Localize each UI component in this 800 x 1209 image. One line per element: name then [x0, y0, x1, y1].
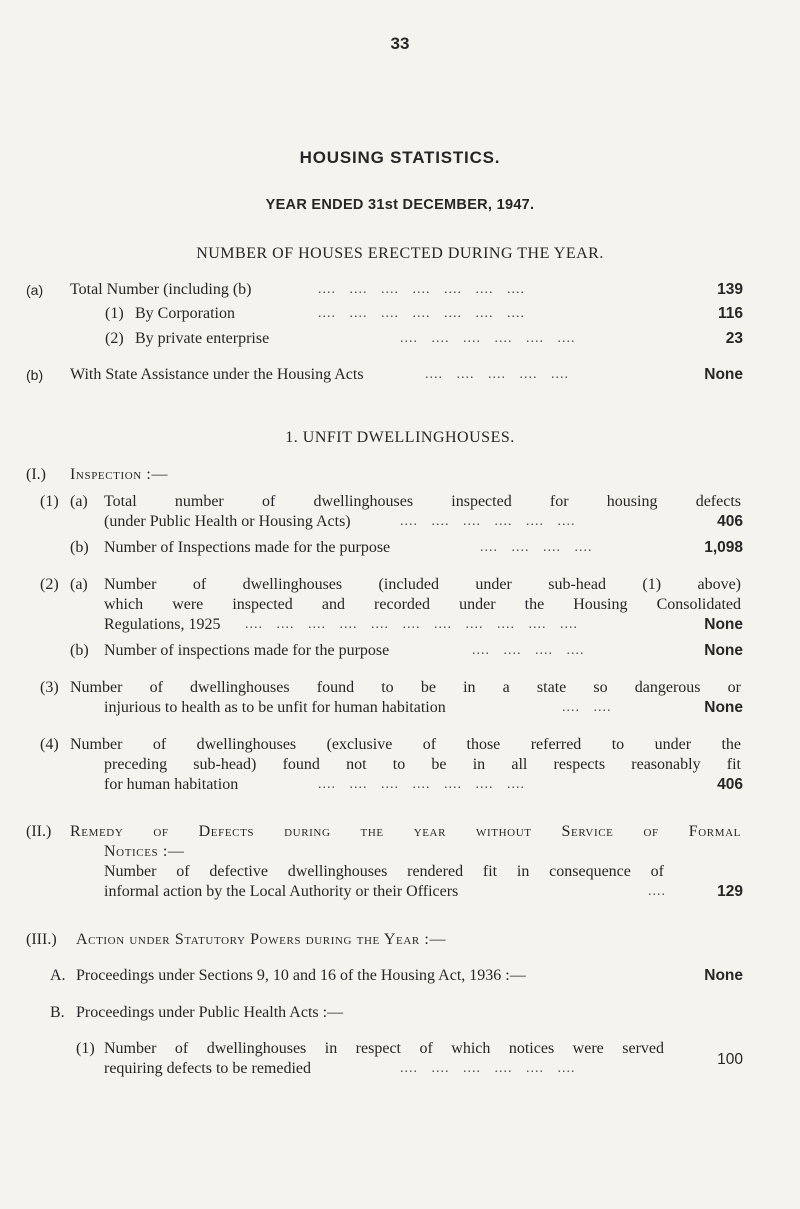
- item-label: (1): [40, 493, 59, 510]
- item-text: Regulations, 1925: [104, 616, 221, 633]
- item-value: 139: [717, 281, 743, 298]
- item-text: (under Public Health or Housing Acts): [104, 513, 351, 530]
- item-label: B.: [50, 1004, 65, 1021]
- item-label: (a): [26, 282, 44, 298]
- item-text: informal action by the Local Authority or their Officers: [104, 883, 459, 900]
- leader-dots: .... .... .... .... .... ....: [400, 1061, 576, 1076]
- leader-dots: .... .... .... ....: [480, 540, 593, 555]
- item-value: None: [704, 616, 743, 633]
- leader-dots: .... .... .... .... .... .... ....: [318, 777, 525, 792]
- item-value: 100: [717, 1051, 743, 1068]
- item-text: With State Assistance under the Housing Acts: [70, 366, 364, 383]
- section-title: Remedy of Defects during the year without Service of Formal: [70, 823, 741, 840]
- item-label: (4): [40, 736, 59, 753]
- item-label: (3): [40, 679, 59, 696]
- item-text: Proceedings under Public Health Acts :—: [76, 1004, 344, 1021]
- section-title: Inspection :—: [70, 466, 169, 483]
- item-text: Number of dwellinghouses in respect of which notices were served: [104, 1040, 664, 1057]
- leader-dots: .... .... .... .... .... ....: [400, 514, 576, 529]
- page-title: HOUSING STATISTICS.: [299, 148, 501, 167]
- section-label: (I.): [26, 466, 46, 483]
- section-title: Notices :—: [104, 843, 185, 860]
- item-value: 116: [717, 305, 743, 322]
- item-text: Number of dwellinghouses (exclusive of those referred to under the: [70, 736, 741, 753]
- item-text: Number of dwellinghouses found to be in a state so dangerous or: [70, 679, 741, 696]
- erected-heading: NUMBER OF HOUSES ERECTED DURING THE YEAR.: [196, 245, 604, 262]
- item-text: Total number of dwellinghouses inspected for housing defects: [104, 493, 741, 510]
- page-number: 33: [390, 34, 410, 53]
- item-text: By private enterprise: [135, 330, 270, 347]
- section-label: (II.): [26, 823, 52, 840]
- item-value: 406: [717, 776, 743, 793]
- item-value: 406: [717, 513, 743, 530]
- leader-dots: .... .... .... .... ....: [425, 367, 569, 382]
- item-text: Proceedings under Sections 9, 10 and 16 of the Housing Act, 1936 :—: [76, 967, 526, 984]
- section-label: (III.): [26, 931, 57, 948]
- leader-dots: .... .... .... .... .... ....: [400, 331, 576, 346]
- leader-dots: .... .... .... .... .... .... .... .... .... .... ....: [245, 617, 578, 632]
- item-sublabel: (b): [70, 642, 89, 659]
- item-sublabel: (a): [70, 576, 88, 593]
- item-text: By Corporation: [135, 305, 235, 322]
- item-text: for human habitation: [104, 776, 239, 793]
- section-title: Action under Statutory Powers during the Year :—: [76, 931, 447, 948]
- item-label: A.: [50, 967, 66, 984]
- item-value: 23: [725, 330, 743, 347]
- item-text: requiring defects to be remedied: [104, 1060, 312, 1077]
- item-text: Number of Inspections made for the purpose: [104, 539, 391, 556]
- item-value: None: [704, 366, 743, 383]
- unfit-heading: 1. UNFIT DWELLINGHOUSES.: [285, 429, 515, 446]
- item-value: None: [704, 967, 743, 984]
- item-label: (b): [26, 367, 44, 383]
- leader-dots: .... .... .... .... .... .... ....: [318, 282, 525, 297]
- item-text: Number of dwellinghouses (included under sub-head (1) above): [104, 576, 741, 593]
- item-text: Number of defective dwellinghouses rendered fit in consequence of: [104, 863, 664, 880]
- leader-dots: .... ....: [562, 700, 612, 715]
- item-text: which were inspected and recorded under the Housing Consolidated: [104, 596, 741, 613]
- item-label: (1): [105, 305, 124, 322]
- item-sublabel: (b): [70, 539, 89, 556]
- item-label: (1): [76, 1040, 95, 1057]
- leader-dots: .... .... .... .... .... .... ....: [318, 306, 525, 321]
- leader-dots: .... .... .... ....: [472, 643, 585, 658]
- item-value: 1,098: [704, 539, 743, 556]
- item-label: (2): [40, 576, 59, 593]
- item-text: Number of inspections made for the purpose: [104, 642, 390, 659]
- item-text: Total Number (including (b): [70, 281, 252, 298]
- page-subtitle: YEAR ENDED 31st DECEMBER, 1947.: [265, 197, 535, 213]
- item-text: preceding sub-head) found not to be in all respects reasonably fit: [104, 756, 741, 773]
- item-label: (2): [105, 330, 124, 347]
- item-text: injurious to health as to be unfit for human habitation: [104, 699, 446, 716]
- leader-dots: ....: [648, 884, 666, 899]
- item-value: None: [704, 699, 743, 716]
- item-value: None: [704, 642, 743, 659]
- item-value: 129: [717, 883, 743, 900]
- item-sublabel: (a): [70, 493, 88, 510]
